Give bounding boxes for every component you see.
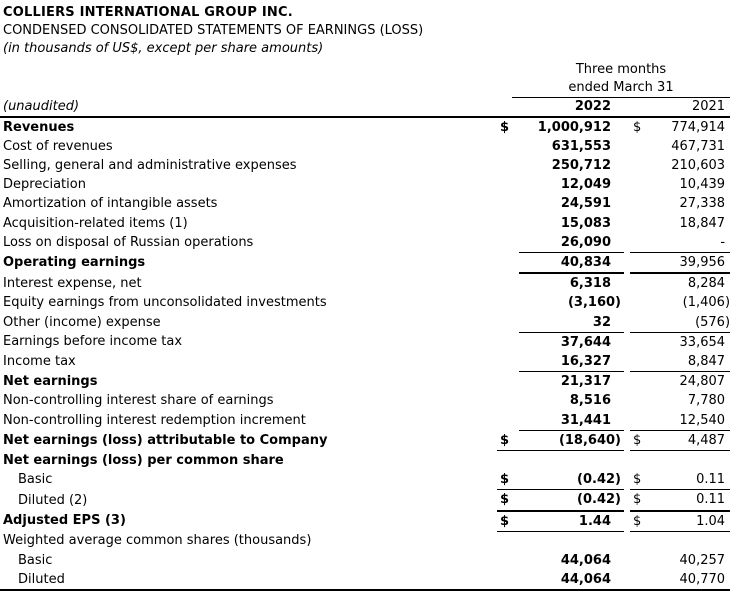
currency-symbol-2022 xyxy=(497,252,519,273)
currency-symbol-2022 xyxy=(497,372,519,392)
negative-value: (1,406) xyxy=(682,295,731,311)
row-label: Operating earnings xyxy=(3,255,146,271)
currency-symbol-2022 xyxy=(497,214,519,233)
currency-symbol-2021: $ xyxy=(630,490,652,511)
currency-symbol-2021 xyxy=(630,372,652,392)
table-row xyxy=(0,511,730,532)
value-2022 xyxy=(519,490,624,511)
row-label: Acquisition-related items (1) xyxy=(3,215,188,231)
row-label: Basic xyxy=(18,472,53,488)
value-2021: 24,807 xyxy=(679,374,726,390)
table-row xyxy=(0,391,730,410)
table-row xyxy=(0,531,730,551)
value-2021 xyxy=(652,531,730,551)
value-2021: 40,770 xyxy=(679,572,726,588)
value-2021: 1.04 xyxy=(652,511,730,532)
period-header-row xyxy=(0,59,730,98)
value-2022: 15,083 xyxy=(560,215,611,231)
table-row xyxy=(0,411,730,431)
table-row xyxy=(0,194,730,213)
statement-title: CONDENSED CONSOLIDATED STATEMENTS OF EARNINGS (LOSS) xyxy=(3,23,424,38)
row-label: Adjusted EPS (3) xyxy=(3,513,126,529)
table-row xyxy=(0,450,730,470)
table-row xyxy=(0,137,730,156)
negative-value: (0.42) xyxy=(577,472,621,488)
row-label: Net earnings xyxy=(3,373,98,389)
value-2021: 4,487 xyxy=(652,430,730,450)
period-line-1: Three months xyxy=(575,62,667,77)
table-row xyxy=(0,156,730,175)
currency-symbol-2021 xyxy=(630,252,652,273)
currency-symbol-2021 xyxy=(630,411,652,431)
value-2022: 40,834 xyxy=(519,252,624,273)
table-row xyxy=(0,293,730,312)
currency-symbol-2022 xyxy=(497,233,519,253)
value-2021: 0.11 xyxy=(652,470,730,490)
currency-symbol-2021 xyxy=(630,332,652,352)
value-2021: 40,257 xyxy=(679,552,726,568)
currency-symbol-2022 xyxy=(497,450,519,470)
table-row xyxy=(0,273,730,293)
row-label: Amortization of intangible assets xyxy=(3,196,218,212)
value-2022: 26,090 xyxy=(519,233,624,253)
currency-symbol-2022 xyxy=(497,313,519,333)
currency-symbol-2022: $ xyxy=(500,119,510,135)
column-header-row xyxy=(0,98,730,117)
value-2021: 467,731 xyxy=(671,138,726,154)
column-header-2022: 2022 xyxy=(519,98,624,117)
units-note: (in thousands of US$, except per share amounts) xyxy=(3,41,324,56)
value-2022: 631,553 xyxy=(551,138,611,154)
row-label: Cost of revenues xyxy=(3,138,113,154)
value-2022 xyxy=(519,470,624,490)
currency-symbol-2022: $ xyxy=(497,430,519,450)
negative-value: (576) xyxy=(695,314,731,330)
row-label: Equity earnings from unconsolidated investments xyxy=(3,295,327,311)
value-2022: 44,064 xyxy=(560,552,611,568)
currency-symbol-2022 xyxy=(497,551,519,570)
currency-symbol-2021 xyxy=(630,391,652,410)
currency-symbol-2022: $ xyxy=(497,470,519,490)
currency-symbol-2021: $ xyxy=(633,119,642,135)
currency-symbol-2021 xyxy=(630,352,652,372)
value-2021: 10,439 xyxy=(679,177,726,193)
currency-symbol-2022 xyxy=(497,391,519,410)
currency-symbol-2022 xyxy=(497,156,519,175)
value-2021: 33,654 xyxy=(679,334,726,350)
value-2022: 24,591 xyxy=(560,196,611,212)
row-label: Other (income) expense xyxy=(3,314,161,330)
value-2022 xyxy=(519,531,624,551)
value-2021: 39,956 xyxy=(652,252,730,273)
currency-symbol-2021 xyxy=(630,273,652,293)
value-2021: 8,847 xyxy=(652,352,730,372)
currency-symbol-2022 xyxy=(497,273,519,293)
value-2021: 0.11 xyxy=(652,490,730,511)
currency-symbol-2022 xyxy=(497,332,519,352)
value-2022: 1,000,912 xyxy=(537,119,611,135)
row-label: Depreciation xyxy=(3,177,86,193)
row-label: Non-controlling interest share of earnings xyxy=(3,393,274,409)
column-header-2021: 2021 xyxy=(652,98,730,117)
value-2021: 774,914 xyxy=(671,119,726,135)
value-2022 xyxy=(519,293,624,312)
row-label: Loss on disposal of Russian operations xyxy=(3,234,254,250)
value-2022: 31,441 xyxy=(519,411,624,431)
row-label: Revenues xyxy=(3,119,75,135)
value-2022: 8,516 xyxy=(569,393,611,409)
column-header-cur-2022 xyxy=(497,98,519,117)
period-header xyxy=(512,61,730,98)
currency-symbol-2021: $ xyxy=(630,470,652,490)
value-2021: 210,603 xyxy=(671,157,726,173)
table-row xyxy=(0,214,730,233)
column-header-cur-2021 xyxy=(630,98,652,117)
row-label: Income tax xyxy=(3,354,76,370)
value-2021: - xyxy=(652,233,730,253)
value-2022: 250,712 xyxy=(551,157,611,173)
value-2022: 37,644 xyxy=(560,334,611,350)
negative-value: (0.42) xyxy=(577,492,621,508)
currency-symbol-2021 xyxy=(630,531,652,551)
currency-symbol-2021 xyxy=(630,194,652,213)
currency-symbol-2021 xyxy=(630,214,652,233)
period-line-2: ended March 31 xyxy=(568,80,674,95)
value-2021: 12,540 xyxy=(652,411,730,431)
currency-symbol-2022 xyxy=(497,531,519,551)
value-2022: 32 xyxy=(519,313,624,333)
currency-symbol-2021 xyxy=(630,313,652,333)
row-label: Diluted (2) xyxy=(18,492,88,508)
currency-symbol-2021 xyxy=(630,233,652,253)
table-row xyxy=(0,490,730,511)
currency-symbol-2022 xyxy=(497,175,519,194)
row-label: Net earnings (loss) attributable to Company xyxy=(3,432,328,448)
row-label: Earnings before income tax xyxy=(3,334,183,350)
row-label: Non-controlling interest redemption increment xyxy=(3,412,306,428)
currency-symbol-2022 xyxy=(497,411,519,431)
row-label: Basic xyxy=(18,552,53,568)
currency-symbol-2022 xyxy=(497,137,519,156)
row-label: Selling, general and administrative expenses xyxy=(3,157,297,173)
currency-symbol-2022 xyxy=(497,194,519,213)
value-2022 xyxy=(519,430,624,450)
value-2022 xyxy=(519,450,624,470)
value-2022: 1.44 xyxy=(519,511,624,532)
currency-symbol-2022: $ xyxy=(497,511,519,532)
table-row xyxy=(0,252,730,273)
value-2021 xyxy=(652,313,730,333)
table-row xyxy=(0,332,730,352)
table-row xyxy=(0,117,730,137)
value-2022: 44,064 xyxy=(560,572,611,588)
table-row xyxy=(0,551,730,570)
currency-symbol-2022 xyxy=(497,352,519,372)
currency-symbol-2021 xyxy=(630,293,652,312)
document-header xyxy=(0,3,756,58)
value-2021 xyxy=(652,450,730,470)
row-label: Diluted xyxy=(18,572,65,588)
negative-value: (3,160) xyxy=(567,295,621,311)
period-header-cell xyxy=(497,59,730,98)
table-row xyxy=(0,233,730,253)
table-row xyxy=(0,352,730,372)
value-2021: 8,284 xyxy=(687,276,726,292)
negative-value: (18,640) xyxy=(558,432,621,448)
earnings-table xyxy=(0,59,730,589)
currency-symbol-2021: $ xyxy=(630,430,652,450)
currency-symbol-2021 xyxy=(630,175,652,194)
value-2021: 18,847 xyxy=(679,215,726,231)
period-header-spacer xyxy=(0,59,497,98)
unaudited-label: (unaudited) xyxy=(0,98,497,117)
table-row xyxy=(0,570,730,589)
company-name: COLLIERS INTERNATIONAL GROUP INC. xyxy=(3,5,293,20)
value-2022: 12,049 xyxy=(560,177,611,193)
currency-symbol-2021 xyxy=(630,156,652,175)
table-row xyxy=(0,175,730,194)
table-row xyxy=(0,372,730,392)
value-2021 xyxy=(652,293,730,312)
row-label: Interest expense, net xyxy=(3,275,142,291)
row-label: Weighted average common shares (thousands) xyxy=(3,533,312,549)
currency-symbol-2022 xyxy=(497,570,519,589)
table-row xyxy=(0,470,730,490)
value-2022: 6,318 xyxy=(569,276,611,292)
value-2022: 16,327 xyxy=(519,352,624,372)
value-2022: 21,317 xyxy=(560,374,611,390)
currency-symbol-2021 xyxy=(630,551,652,570)
value-2021: 7,780 xyxy=(687,393,726,409)
currency-symbol-2021 xyxy=(630,570,652,589)
currency-symbol-2022 xyxy=(497,293,519,312)
value-2021: 27,338 xyxy=(679,196,726,212)
table-row xyxy=(0,313,730,333)
currency-symbol-2022: $ xyxy=(497,490,519,511)
currency-symbol-2021 xyxy=(630,137,652,156)
currency-symbol-2021: $ xyxy=(630,511,652,532)
currency-symbol-2021 xyxy=(630,450,652,470)
row-label: Net earnings (loss) per common share xyxy=(3,452,284,468)
table-row xyxy=(0,430,730,450)
